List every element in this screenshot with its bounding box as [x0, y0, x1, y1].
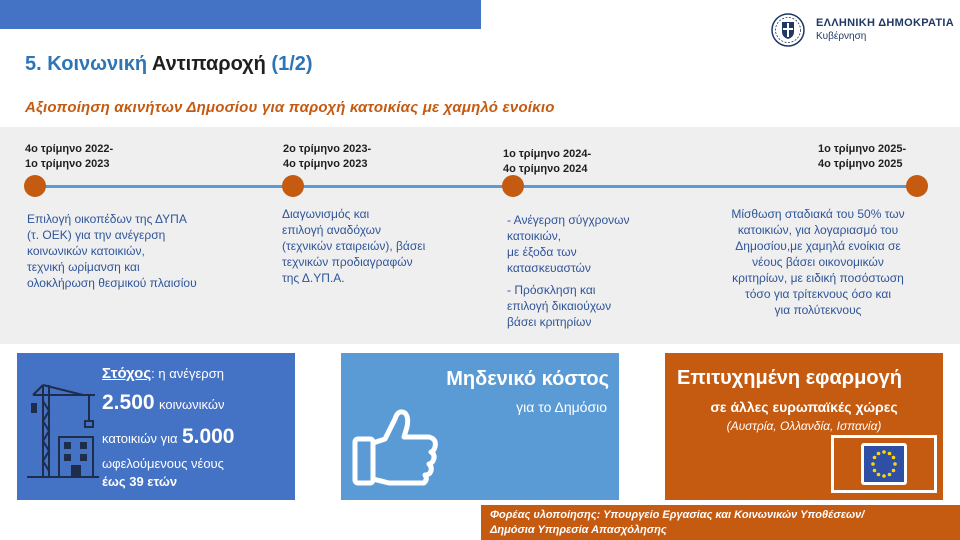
title-part-2: Αντιπαροχή	[151, 53, 266, 75]
goal-label: Στόχος	[102, 365, 152, 382]
timeline-description-4	[706, 206, 930, 318]
desc-3-line: κατασκευαστών	[507, 261, 591, 275]
goal-text-3: κατοικιών για	[102, 431, 178, 446]
period-4-line-1: 1ο τρίμηνο 2025-	[818, 143, 907, 155]
desc-2-line: (τεχνικών εταιρειών), βάσει	[282, 239, 426, 253]
period-2-line-1: 2ο τρίμηνο 2023-	[283, 143, 372, 155]
logo-title: ΕΛΛΗΝΙΚΗ ΔΗΜΟΚΡΑΤΙΑ	[816, 17, 954, 29]
desc-1-line: ολοκλήρωση θεσμικού πλαισίου	[27, 276, 197, 290]
success-title: Επιτυχημένη εφαρμογή	[677, 367, 902, 389]
goal-number-1: 2.500	[102, 391, 155, 414]
success-note: (Αυστρία, Ολλανδία, Ισπανία)	[726, 419, 882, 433]
desc-4-line: για πολύτεκνους	[774, 303, 862, 317]
desc-4-line: τόσο για τρίτεκνους όσο και	[745, 287, 891, 301]
crane-building-icon	[23, 381, 101, 481]
desc-4-line: κριτηρίων, με ειδική ποσόστωση	[732, 271, 904, 285]
desc-3-line: - Πρόσκληση και	[507, 283, 596, 297]
page-subtitle: Αξιοποίηση ακινήτων Δημοσίου για παροχή κατοικίας με χαμηλό ενοίκιο	[25, 99, 555, 116]
timeline-description-2	[282, 206, 425, 286]
page-title	[25, 53, 313, 76]
timeline-period-4	[818, 142, 906, 172]
goal-text-2: κοινωνικών	[159, 397, 225, 412]
period-1-line-1: 4ο τρίμηνο 2022-	[25, 143, 114, 155]
top-accent-bar	[0, 0, 481, 29]
goal-text-4: ωφελούμενους νέους	[102, 456, 224, 471]
zero-cost-box	[341, 353, 619, 500]
desc-3-line: κατοικιών,	[507, 229, 562, 243]
desc-1-line: (τ. ΟΕΚ) για την ανέγερση	[27, 228, 166, 242]
title-part-1: 5. Κοινωνική	[25, 53, 148, 75]
footer-line-2: Δημόσια Υπηρεσία Απασχόλησης	[490, 524, 667, 536]
government-logo	[770, 12, 954, 52]
zero-cost-subtitle: για το Δημόσιο	[516, 399, 607, 415]
timeline-period-3	[503, 147, 591, 177]
desc-4-line: Μίσθωση σταδιακά του 50% των	[731, 207, 905, 221]
desc-2-line: τεχνικών προδιαγραφών	[282, 255, 413, 269]
logo-subtitle: Κυβέρνηση	[816, 31, 867, 42]
desc-2-line: Διαγωνισμός και	[282, 207, 370, 221]
desc-1-line: τεχνική ωρίμανση και	[27, 260, 140, 274]
goal-number-2: 5.000	[181, 425, 235, 448]
success-box	[665, 353, 943, 500]
desc-1-line: κοινωνικών κατοικιών,	[27, 244, 145, 258]
timeline-line	[34, 185, 916, 188]
timeline-marker-2	[282, 175, 304, 197]
desc-2-line: επιλογή αναδόχων	[282, 223, 382, 237]
goal-text-1: : η ανέγερση	[151, 366, 224, 381]
desc-2-line: της Δ.ΥΠ.Α.	[282, 271, 345, 285]
timeline-period-2	[283, 142, 371, 172]
footer-line-1: Φορέας υλοποίησης: Υπουργείο Εργασίας και Κοινωνικών Υποθέσεων/	[490, 509, 865, 521]
success-subtitle: σε άλλες ευρωπαϊκές χώρες	[710, 399, 898, 415]
period-3-line-1: 1ο τρίμηνο 2024-	[503, 148, 592, 160]
desc-4-line: Δημοσίου,με χαμηλά ενοίκια σε	[735, 239, 901, 253]
desc-1-line: Επιλογή οικοπέδων της ΔΥΠΑ	[27, 212, 187, 226]
timeline-description-3	[507, 212, 630, 330]
desc-3-line: επιλογή δικαιούχων	[507, 299, 612, 313]
timeline-marker-4	[906, 175, 928, 197]
period-4-line-2: 4ο τρίμηνο 2025	[818, 158, 903, 170]
desc-3-line: - Ανέγερση σύγχρονων	[507, 213, 630, 227]
goal-box	[17, 353, 295, 500]
zero-cost-title: Μηδενικό κόστος	[446, 368, 609, 390]
timeline-description-1	[27, 211, 197, 291]
period-2-line-2: 4ο τρίμηνο 2023	[283, 158, 368, 170]
greek-emblem-icon	[770, 12, 806, 48]
title-part-3: (1/2)	[271, 53, 313, 75]
eu-flag-icon	[831, 435, 937, 493]
desc-3-line: με έξοδα των	[507, 245, 577, 259]
timeline-period-1	[25, 142, 113, 172]
desc-4-line: νέους βάσει οικονομικών	[752, 255, 884, 269]
period-1-line-2: 1ο τρίμηνο 2023	[25, 158, 110, 170]
timeline-marker-1	[24, 175, 46, 197]
footer-bar	[481, 505, 960, 540]
goal-text-5: έως 39 ετών	[102, 474, 178, 489]
timeline-marker-3	[502, 175, 524, 197]
period-3-line-2: 4ο τρίμηνο 2024	[503, 163, 588, 175]
desc-3-line: βάσει κριτηρίων	[507, 315, 592, 329]
thumbs-up-icon	[349, 399, 441, 491]
desc-4-line: κατοικιών, για λογαριασμό του	[737, 223, 899, 237]
